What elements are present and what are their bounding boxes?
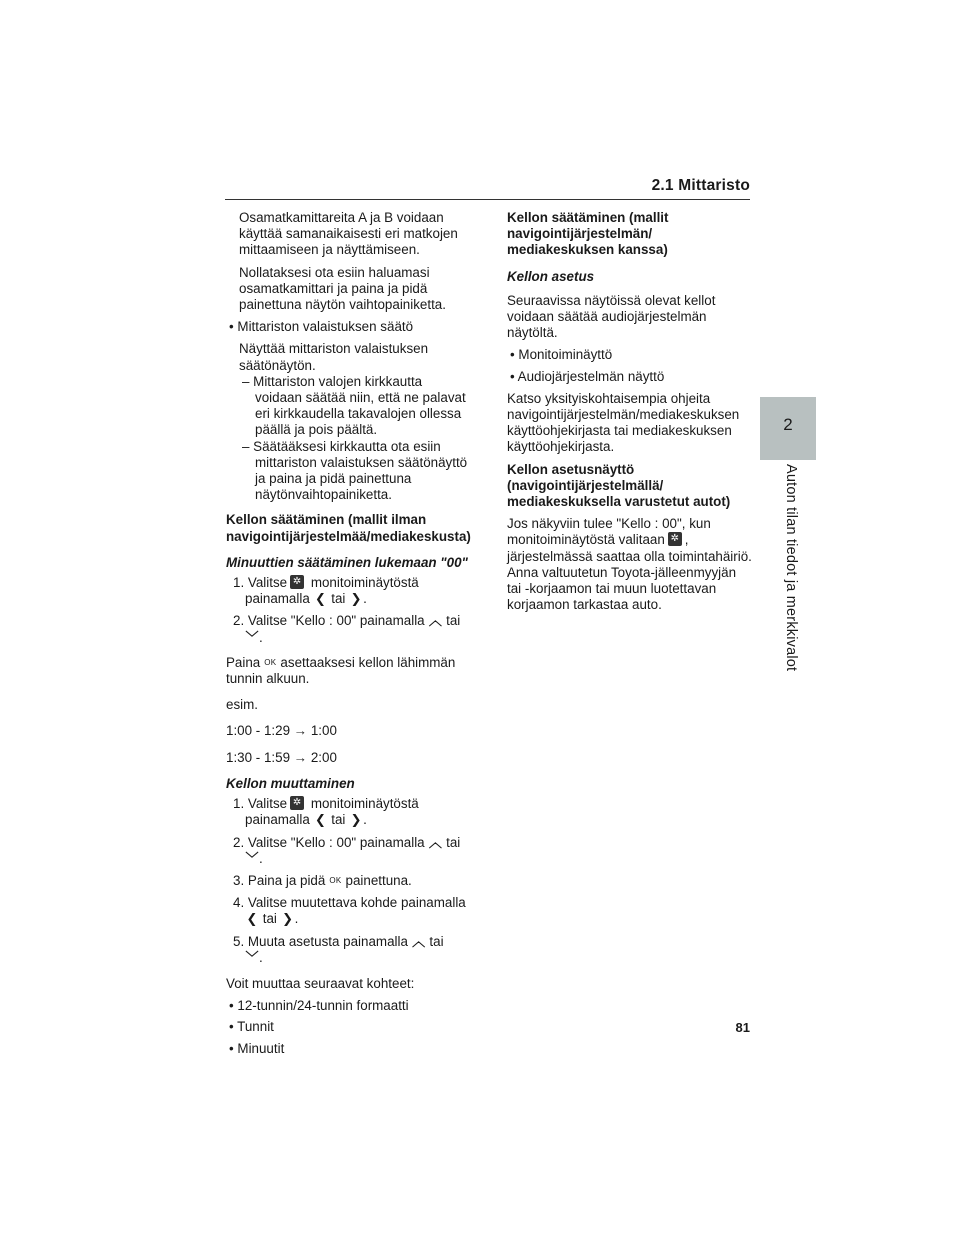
step	[226, 873, 471, 889]
step-text: tai	[262, 911, 277, 927]
step	[226, 613, 471, 629]
step-text: painamalla	[245, 812, 310, 828]
step-continued: ﹀.	[245, 850, 263, 866]
list-item: – Mittariston valojen kirkkautta voidaan säätää niin, että ne palavat eri kirkkaudella takavalojen ollessa päällä ja pois päältä.	[242, 373, 466, 438]
step-text: 2. Valitse "Kello : 00" painamalla	[233, 613, 425, 629]
example-line: 1:00 - 1:29 → 1:00	[226, 723, 337, 739]
settings-gear-icon	[668, 532, 682, 546]
subheading: Minuuttien säätäminen lukemaan "00"	[226, 554, 468, 570]
paragraph: Osamatkamittareita A ja B voidaan käyttää samanaikaisesti eri matkojen mittaamiseen ja näyttämiseen.	[239, 210, 458, 258]
list-item: • Mittariston valaistuksen säätö	[229, 319, 414, 335]
example-line: 1:30 - 1:59 → 2:00	[226, 749, 337, 765]
left-column	[226, 210, 471, 1057]
step-text: tai	[331, 591, 346, 607]
step-text: 1. Valitse	[233, 575, 288, 591]
step-continued: painamalla ❮ tai ❯ .	[245, 812, 367, 828]
step	[226, 895, 471, 911]
list-item: – Säätääksesi kirkkautta ota esiin mittariston valaistuksen säätönäyttö ja paina ja pidä painettuna näytönvaihtopainiketta.	[242, 438, 468, 503]
settings-gear-icon	[290, 575, 304, 589]
step-text: monitoiminäytöstä	[310, 575, 419, 591]
chevron-left-icon: ❮	[315, 591, 326, 607]
paragraph: Seuraavissa näytöissä olevat kellot voidaan säätää audiojärjestelmän näytöltä.	[507, 292, 716, 341]
step-text: tai	[446, 834, 461, 850]
paragraph: Voit muuttaa seuraavat kohteet:	[226, 975, 415, 991]
chevron-left-icon: ❮	[315, 812, 326, 828]
section-heading: Kellon asetusnäyttö (navigointijärjestelmällä/ mediakeskuksella varustetut autot)	[507, 461, 731, 510]
list-item: • 12-tunnin/24-tunnin formaatti	[229, 998, 409, 1014]
step-text: monitoiminäytöstä	[310, 796, 419, 812]
step	[226, 835, 471, 851]
chevron-up-icon: ︿	[428, 834, 442, 850]
list-item: • Audiojärjestelmän näyttö	[510, 368, 665, 384]
settings-gear-icon	[290, 796, 304, 810]
subheading: Kellon muuttaminen	[226, 775, 355, 791]
chevron-right-icon: ❯	[350, 812, 362, 828]
header-divider	[225, 199, 750, 200]
step-text: tai	[446, 613, 461, 629]
step	[226, 796, 471, 812]
chevron-down-icon: ﹀	[245, 949, 259, 965]
paragraph: Näyttää mittariston valaistuksen säätönäytön.	[239, 341, 429, 373]
page-number: 81	[735, 1020, 750, 1035]
chevron-up-icon: ︿	[428, 613, 442, 629]
chevron-up-icon: ︿	[412, 933, 426, 949]
step-text: painamalla	[245, 591, 310, 607]
step-text: tai	[331, 812, 346, 828]
section-title: 2.1 Mittaristo	[651, 177, 750, 194]
paragraph	[507, 516, 752, 613]
step-text: 1. Valitse	[233, 796, 288, 812]
ok-button-icon: OK	[264, 657, 277, 667]
step-continued: painamalla ❮ tai ❯ .	[245, 591, 367, 607]
step	[226, 934, 471, 950]
paragraph-text: asettaaksesi kellon lähimmän tunnin alkuun.	[226, 654, 456, 687]
chevron-down-icon: ﹀	[245, 629, 259, 645]
section-heading: Kellon säätäminen (mallit navigointijärjestelmän/ mediakeskuksen kanssa)	[507, 210, 669, 258]
list-item: • Minuutit	[229, 1040, 285, 1056]
chevron-left-icon: ❮	[246, 911, 258, 927]
chapter-number: 2	[783, 415, 793, 434]
chevron-right-icon: ❯	[350, 591, 362, 607]
step-text: painettuna.	[345, 872, 412, 888]
step-text: 4. Valitse muutettava kohde painamalla	[233, 895, 466, 911]
chevron-right-icon: ❯	[282, 911, 294, 927]
chapter-label: Auton tilan tiedot ja merkkivalot	[783, 464, 799, 672]
list-item: • Monitoiminäyttö	[510, 347, 613, 363]
section-heading: Kellon säätäminen (mallit ilman navigointijärjestelmää/mediakeskusta)	[226, 512, 471, 544]
step-continued: ﹀.	[245, 949, 263, 965]
chapter-tab	[760, 397, 816, 460]
paragraph: esim.	[226, 697, 258, 713]
paragraph-text: , järjestelmässä saattaa olla toimintahäiriö. Anna valtuutetun Toyota-jälleenmyyjän tai -korjaamon tai muun luotettavan korjaamon tarkastaa auto.	[507, 532, 752, 613]
step-continued: ﹀.	[245, 629, 263, 645]
paragraph: Katso yksityiskohtaisempia ohjeita navigointijärjestelmän/mediakeskuksen käyttöohjekirjasta tai mediakeskuksen käyttöohjekirjasta.	[507, 390, 740, 455]
paragraph: Nollataksesi ota esiin haluamasi osamatkamittari ja paina ja pidä painettuna näytön vaihtopainiketta.	[239, 264, 446, 313]
chevron-down-icon: ﹀	[245, 850, 259, 866]
paragraph	[226, 655, 471, 687]
subheading: Kellon asetus	[507, 268, 595, 284]
paragraph-text: Jos näkyviin tulee "Kello : 00", kun monitoiminäytöstä valitaan	[507, 516, 711, 548]
paragraph-text: Paina	[226, 654, 261, 670]
step-text: 5. Muuta asetusta painamalla	[233, 933, 408, 949]
step-text: 2. Valitse "Kello : 00" painamalla	[233, 834, 425, 850]
ok-button-icon: OK	[329, 875, 342, 885]
right-column	[507, 210, 752, 613]
step	[226, 575, 471, 591]
step-text: 3. Paina ja pidä	[233, 872, 326, 888]
list-item: • Tunnit	[229, 1019, 274, 1035]
step-continued: ❮ tai ❯ .	[246, 911, 299, 927]
step-text: tai	[429, 933, 444, 949]
